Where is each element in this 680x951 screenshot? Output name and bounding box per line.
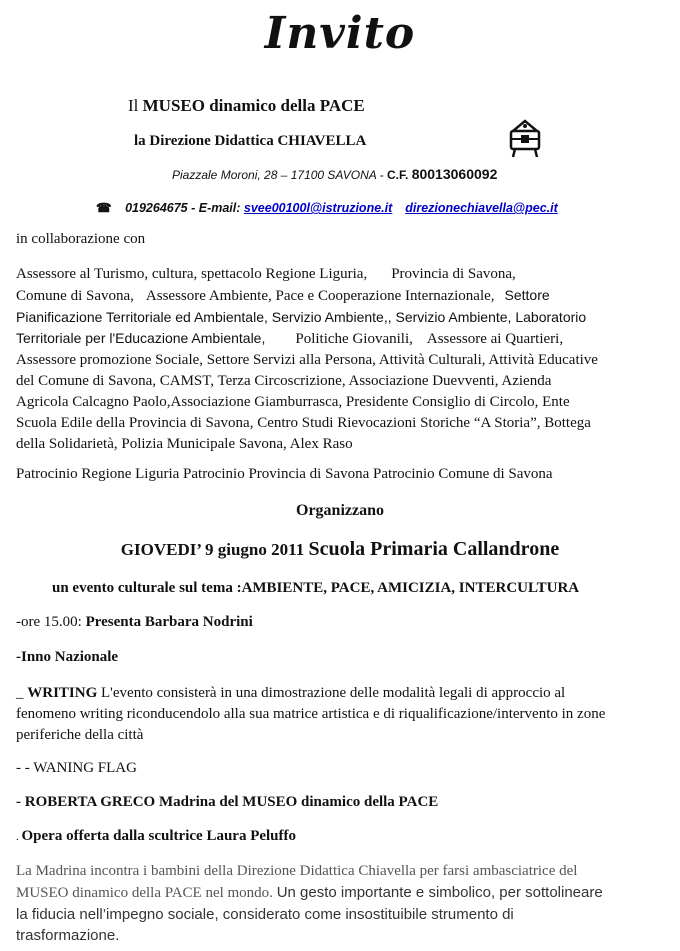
cf-number: 80013060092: [411, 166, 498, 182]
contact-line: [96, 200, 558, 215]
collab-text: Settore: [504, 287, 550, 303]
collab-text: Politiche Giovanili,: [295, 331, 413, 347]
event-date: GIOVEDI’ 9 giugno 2011: [120, 540, 309, 559]
cf-label: C.F.: [387, 168, 409, 182]
patrocinio-line: Patrocinio Regione Liguria Patrocinio Provincia di Savona Patrocinio Comune di Savona: [16, 466, 553, 482]
madrina-line: la fiducia nell’impegno sociale, considerato come insostituibile strumento di: [16, 906, 514, 923]
school-building-icon: [505, 117, 545, 159]
collab-line: Scuola Edile della Provincia di Savona, Centro Studi Rievocazioni Storiche “A Storia”, Bottega: [16, 415, 591, 431]
telephone-icon: ☎: [96, 201, 112, 215]
madrina-paragraph: [16, 861, 666, 946]
collab-line: [16, 328, 666, 350]
organizzano-heading: Organizzano: [296, 502, 384, 519]
collab-line: Pianificazione Territoriale ed Ambientale, Servizio Ambiente,, Servizio Ambiente, Laboratorio: [16, 309, 587, 325]
collab-list: [16, 264, 666, 455]
program-writing: [16, 683, 666, 746]
event-date-heading: [0, 538, 680, 561]
address-text: Piazzale Moroni, 28 – 17100 SAVONA -: [172, 168, 388, 182]
collab-intro: in collaborazione con: [16, 231, 146, 247]
writing-title: WRITING: [27, 685, 98, 701]
collab-line: della Solidarietà, Polizia Municipale Savona, Alex Raso: [16, 436, 353, 452]
museum-heading-name: MUSEO dinamico della PACE: [142, 96, 365, 115]
opera-text: Opera offerta dalla scultrice Laura Peluffo: [21, 828, 297, 844]
collab-line: del Comune di Savona, CAMST, Terza Circoscrizione, Associazione Duevventi, Azienda: [16, 373, 552, 389]
event-theme: un evento culturale sul tema :AMBIENTE, PACE, AMICIZIA, INTERCULTURA: [52, 580, 580, 596]
museum-heading-prefix: Il: [128, 96, 139, 115]
collab-text: Assessore al Turismo, cultura, spettacolo Regione Liguria,: [16, 266, 368, 282]
program-ore: [16, 614, 253, 631]
ore-presenter: Presenta Barbara Nodrini: [85, 614, 253, 630]
collab-text: Assessore ai Quartieri,: [426, 331, 564, 347]
madrina-text: Un gesto importante e simbolico, per sottolineare: [276, 884, 603, 901]
madrina-line: trasformazione.: [16, 927, 120, 944]
museum-heading: [128, 96, 365, 116]
collab-text: Provincia di Savona,: [391, 266, 516, 282]
program-inno: -Inno Nazionale: [16, 649, 119, 665]
madrina-text: MUSEO dinamico della PACE nel mondo.: [16, 885, 277, 901]
event-place: Scuola Primaria Callandrone: [308, 538, 560, 560]
school-address: [172, 166, 497, 182]
collab-text: Assessore Ambiente, Pace e Cooperazione Internazionale,: [145, 288, 495, 304]
madrina-line: [16, 882, 666, 904]
collab-line: Agricola Calcagno Paolo,Associazione Giamburrasca, Presidente Consiglio di Circolo, Ente: [16, 394, 570, 410]
invitation-title: Invito: [264, 8, 416, 59]
madrina-line: La Madrina incontra i bambini della Direzione Didattica Chiavella per farsi ambasciatrice del: [16, 863, 578, 879]
ore-time: -ore 15.00:: [16, 614, 86, 630]
writing-line: periferiche della città: [16, 727, 144, 743]
school-heading: la Direzione Didattica CHIAVELLA: [134, 133, 367, 149]
collab-line: [16, 264, 666, 285]
opera-prefix: .: [16, 831, 22, 843]
collab-text: Territoriale per l'Educazione Ambientale,: [16, 330, 266, 346]
email-link-istruzione[interactable]: svee00100l@istruzione.it: [243, 201, 393, 215]
program-roberta: - ROBERTA GRECO Madrina del MUSEO dinamico della PACE: [16, 794, 439, 810]
collab-text: Comune di Savona,: [16, 288, 134, 304]
phone-text: 019264675 - E-mail:: [125, 201, 244, 215]
program-waning-flag: - - WANING FLAG: [16, 760, 137, 776]
writing-line: fenomeno writing riconducendolo alla sua matrice artistica e di riqualificazione/intervento in zone: [16, 706, 606, 722]
program-opera: [16, 828, 296, 845]
writing-prefix: _: [16, 685, 28, 701]
writing-text: L'evento consisterà in una dimostrazione delle modalità legali di approccio al: [97, 685, 566, 701]
writing-line: [16, 683, 666, 704]
collab-line: Assessore promozione Sociale, Settore Servizi alla Persona, Attività Culturali, Attività Educative: [16, 352, 598, 368]
collab-line: [16, 285, 666, 307]
email-link-pec[interactable]: direzionechiavella@pec.it: [405, 201, 558, 215]
